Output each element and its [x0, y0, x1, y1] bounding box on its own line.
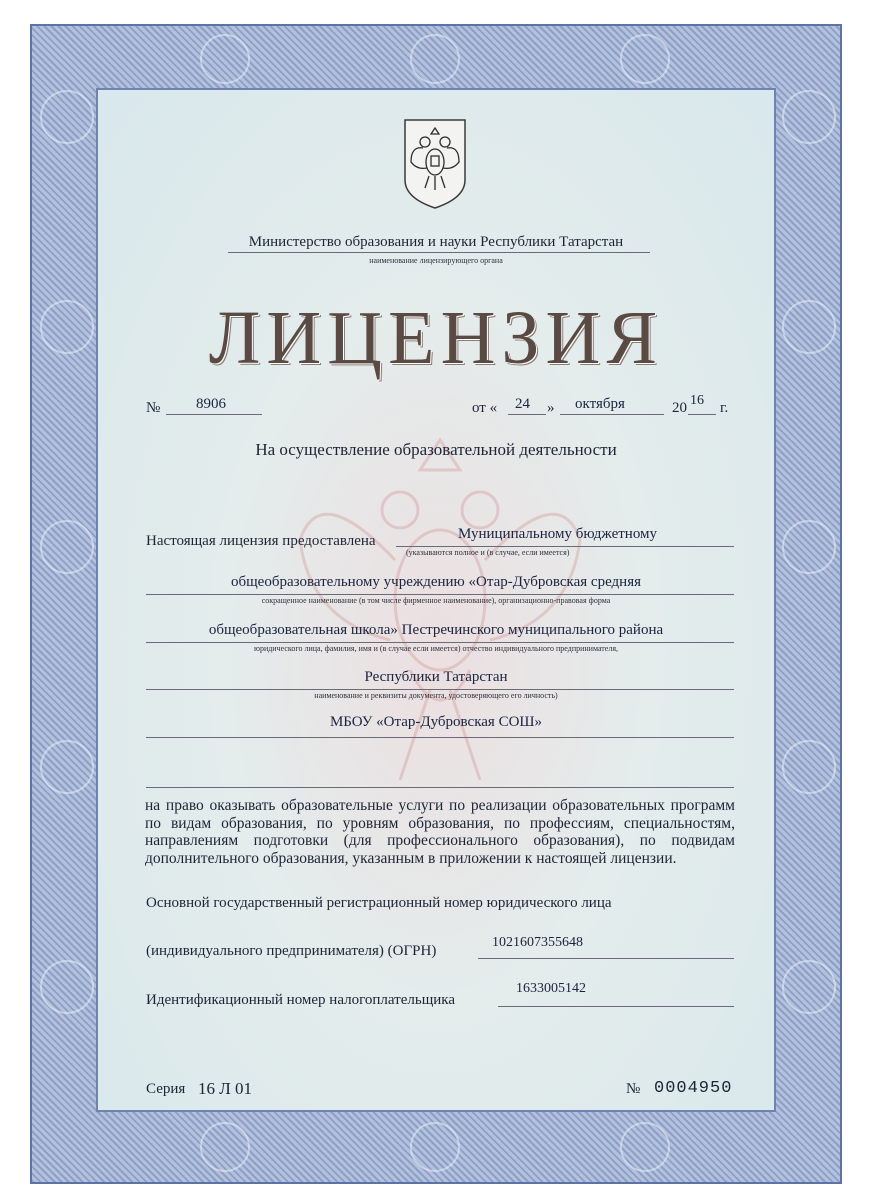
holder-line-4: Республики Татарстан [364, 669, 508, 685]
holder-line-3: общеобразовательная школа» Пестречинского муниципального района [208, 622, 664, 638]
ornament-icon [410, 34, 460, 84]
eagle-watermark-icon [280, 400, 600, 820]
day-underline [508, 414, 546, 415]
inn-value: 1633005142 [516, 981, 586, 996]
year-unit: г. [720, 400, 729, 416]
license-number-label: № [146, 400, 161, 416]
holder-underline-1 [396, 546, 734, 547]
holder-caption-3: юридического лица, фамилия, имя и (в случае если имеется) отчество индивидуального предпринимателя, [253, 644, 619, 653]
number-underline [166, 414, 262, 415]
form-number-label: № [626, 1081, 641, 1097]
form-number-value: 0004950 [654, 1079, 733, 1098]
holder-underline-6 [146, 787, 734, 788]
rights-paragraph: на право оказывать образовательные услуги по реализации образовательных программ по видам образования, по уровням образования, по профессиям, специальностям, направлениям подготовки (для профессионального образования), по подвидам дополнительного образования, указанным в приложении к настоящей лицензии. [145, 797, 735, 867]
license-number: 8906 [196, 396, 226, 412]
ogrn-label-line-2: (индивидуального предпринимателя) (ОГРН) [146, 943, 437, 959]
series-label: Серия [146, 1081, 186, 1097]
holder-underline-3 [146, 642, 734, 643]
holder-caption-4: наименование и реквизиты документа, удостоверяющего его личность) [314, 691, 558, 700]
holder-caption-1: (указываются полное и (в случае, если имеется) [406, 548, 570, 557]
ogrn-label-line-1: Основной государственный регистрационный номер юридического лица [146, 895, 612, 911]
ogrn-value: 1021607355648 [492, 935, 583, 950]
inn-label: Идентификационный номер налогоплательщика [146, 992, 456, 1008]
holder-label: Настоящая лицензия предоставлена [146, 533, 376, 549]
ornament-icon [782, 960, 836, 1014]
year-suffix: 16 [690, 393, 704, 408]
ornament-icon [782, 520, 836, 574]
holder-caption-2: сокращенное наименование (в том числе фирменное наименование), организационно-правовая форма [261, 596, 611, 605]
authority-underline [228, 252, 650, 253]
year-underline [688, 414, 716, 415]
ogrn-underline [478, 958, 734, 959]
holder-underline-5 [146, 737, 734, 738]
ornament-icon [200, 34, 250, 84]
ornament-icon [40, 90, 94, 144]
holder-line-1: Муниципальному бюджетному [458, 526, 658, 542]
month-underline [560, 414, 664, 415]
ornament-icon [620, 1122, 670, 1172]
license-day: 24 [515, 396, 530, 412]
ornament-icon [40, 960, 94, 1014]
document-title: ЛИЦЕНЗИЯ [208, 296, 664, 380]
authority-caption: наименование лицензирующего органа [369, 256, 503, 265]
year-prefix: 20 [672, 400, 687, 416]
holder-line-5: МБОУ «Отар-Дубровская СОШ» [329, 714, 543, 730]
holder-underline-4 [146, 689, 734, 690]
holder-line-2: общеобразовательному учреждению «Отар-Дубровская средняя [231, 574, 641, 590]
license-purpose: На осуществление образовательной деятельности [255, 440, 617, 459]
ornament-icon [782, 740, 836, 794]
ornament-icon [782, 90, 836, 144]
inn-underline [498, 1006, 734, 1007]
ornament-icon [200, 1122, 250, 1172]
ornament-icon [40, 740, 94, 794]
licensing-authority: Министерство образования и науки Республики Татарстан [248, 234, 624, 250]
date-prefix: от « [472, 400, 498, 416]
series-value: 16 Л 01 [198, 1079, 253, 1098]
ornament-icon [620, 34, 670, 84]
ornament-icon [410, 1122, 460, 1172]
holder-underline-2 [146, 594, 734, 595]
ornament-icon [40, 520, 94, 574]
license-month: октября [575, 396, 625, 412]
coat-of-arms-icon [403, 118, 467, 210]
day-suffix: » [547, 400, 555, 416]
